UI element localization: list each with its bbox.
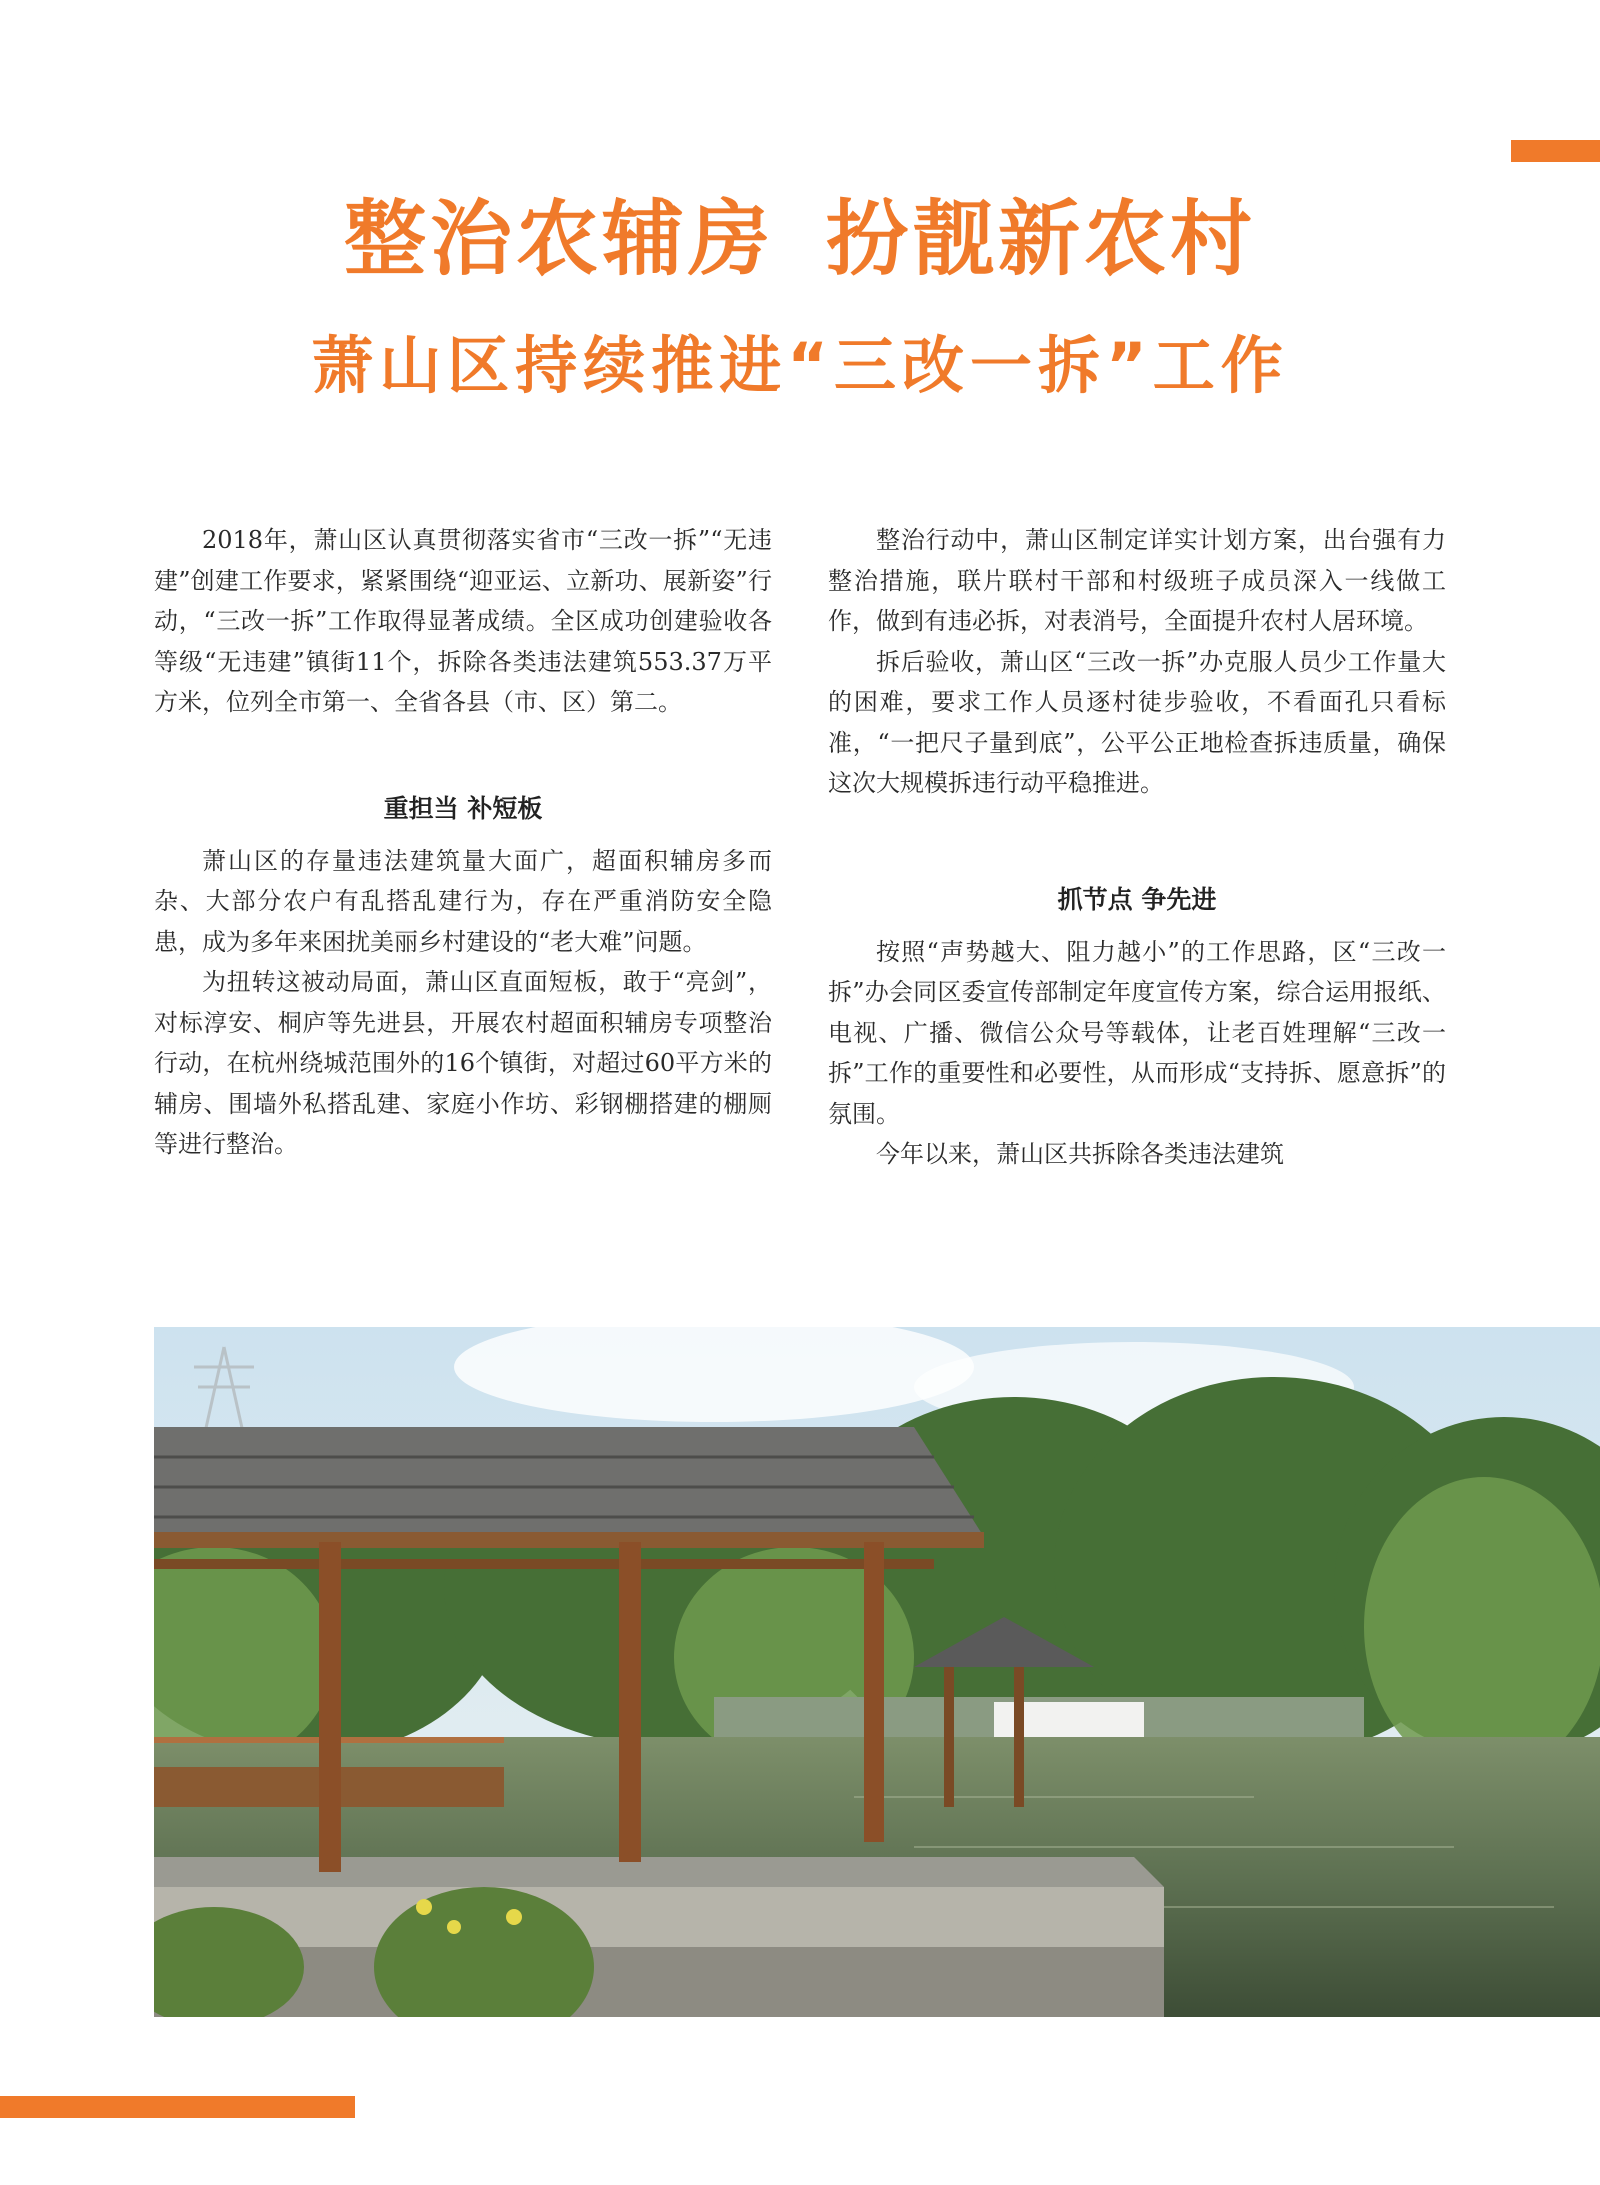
left-column [154, 520, 772, 1165]
right-paragraph-3: 按照“声势越大、阻力越小”的工作思路，区“三改一拆”办会同区委宣传部制定年度宣传方案，综合运用报纸、电视、广播、微信公众号等载体，让老百姓理解“三改一拆”工作的重要性和必要性，从而形成“支持拆、愿意拆”的氛围。 [828, 937, 1446, 1128]
photo-illustration [154, 1327, 1600, 2017]
left-paragraph-2: 萧山区的存量违法建筑量大面广，超面积辅房多而杂、大部分农户有乱搭乱建行为，存在严重消防安全隐患，成为多年来困扰美丽乡村建设的“老大难”问题。 [154, 846, 772, 956]
right-paragraph-1: 整治行动中，萧山区制定详实计划方案，出台强有力整治措施，联片联村干部和村级班子成员深入一线做工作，做到有违必拆，对表消号，全面提升农村人居环境。 [828, 526, 1446, 635]
right-column [828, 520, 1446, 1175]
section-heading-1: 重担当 补短板 [383, 793, 543, 823]
title-part-2: 扮靓新农村 [826, 192, 1257, 287]
title-part-1: 整治农辅房 [343, 192, 774, 287]
left-paragraph-3: 为扭转这被动局面，萧山区直面短板，敢于“亮剑”，对标淳安、桐庐等先进县，开展农村超面积辅房专项整治行动，在杭州绕城范围外的16个镇街，对超过60平方米的辅房、围墙外私搭乱建、家庭小作坊、彩钢棚搭建的棚厕等进行整治。 [154, 968, 772, 1158]
accent-bar-top [1511, 140, 1600, 162]
right-paragraph-2: 拆后验收，萧山区“三改一拆”办克服人员少工作量大的困难，要求工作人员逐村徒步验收，不看面孔只看标准，“一把尺子量到底”，公平公正地检查拆违质量，确保这次大规模拆违行动平稳推进。 [828, 647, 1446, 797]
article-title [0, 190, 1600, 290]
pavilion-lake-photo [154, 1327, 1600, 2017]
right-paragraph-4: 今年以来，萧山区共拆除各类违法建筑 [876, 1140, 1284, 1168]
article-subtitle: 萧山区持续推进“三改一拆”工作 [311, 329, 1289, 402]
left-paragraph-1: 2018年，萧山区认真贯彻落实省市“三改一拆”“无违建”创建工作要求，紧紧围绕“迎亚运、立新功、展新姿”行动，“三改一拆”工作取得显著成绩。全区成功创建验收各等级“无违建”镇街11个，拆除各类违法建筑553.37万平方米，位列全市第一、全省各县（市、区）第二。 [154, 526, 772, 716]
section-heading-2: 抓节点 争先进 [1057, 884, 1217, 914]
accent-bar-bottom [0, 2096, 355, 2118]
